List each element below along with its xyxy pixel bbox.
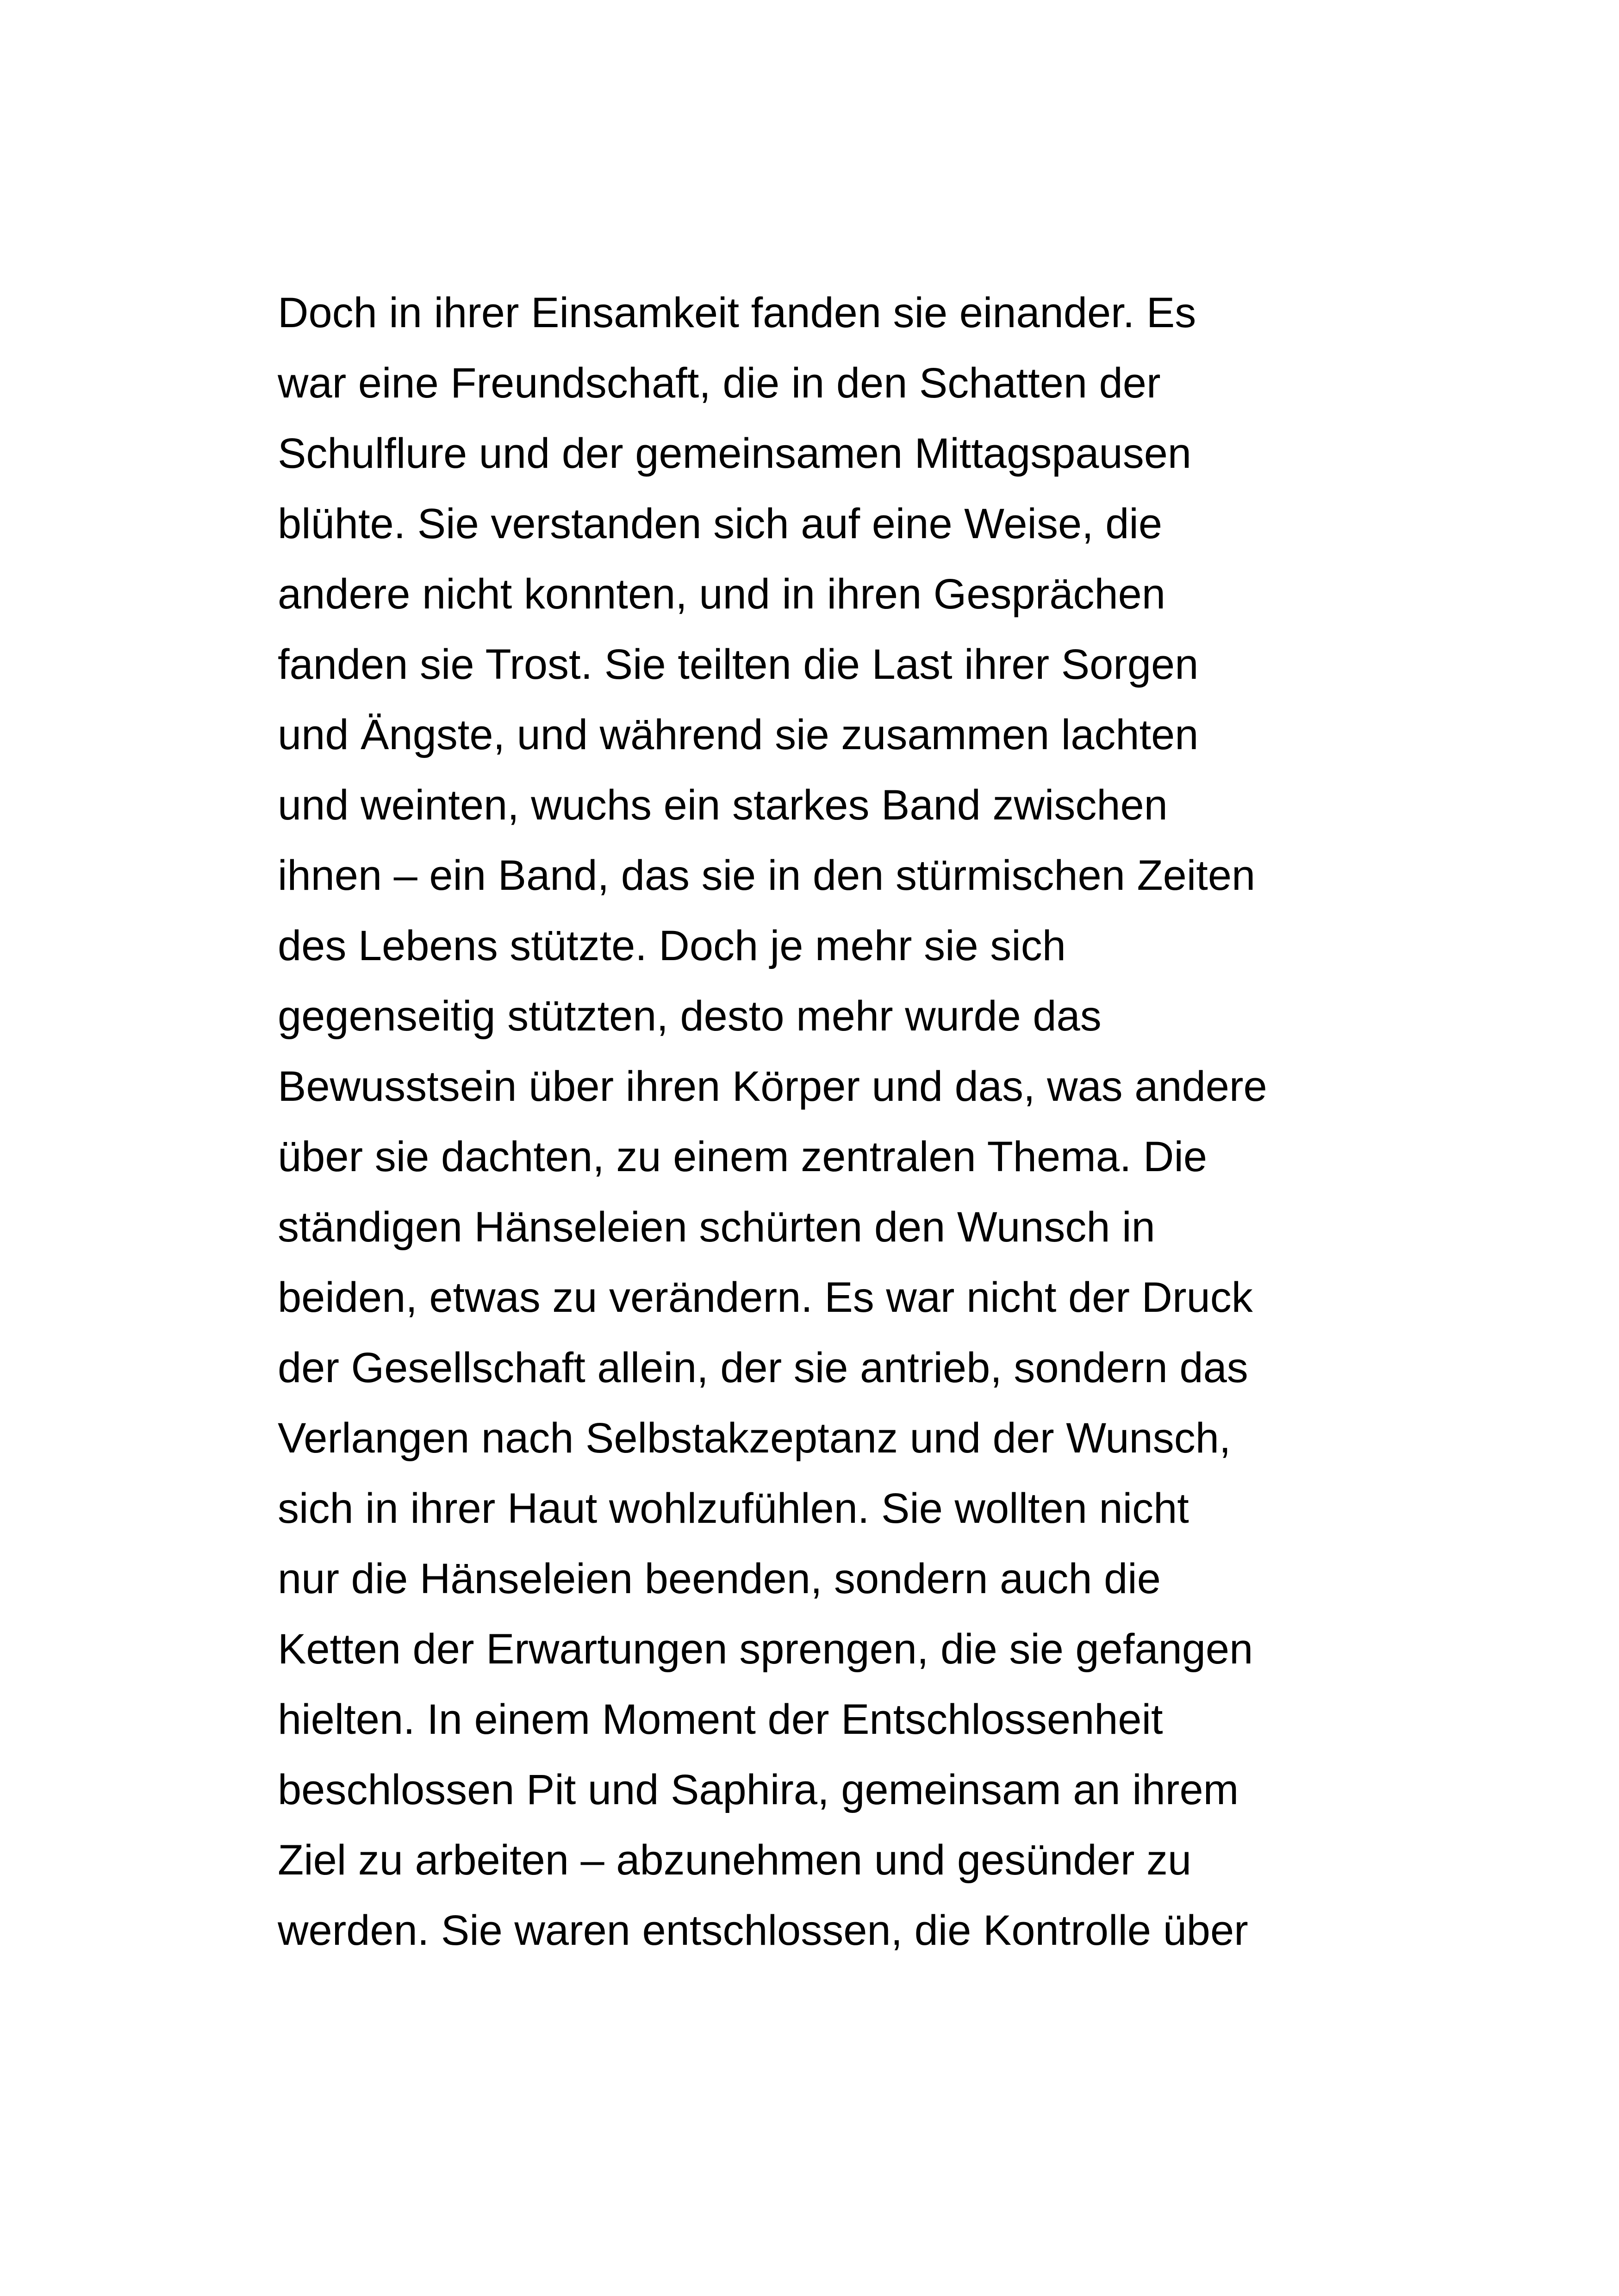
text-line: war eine Freundschaft, die in den Schatten der bbox=[278, 360, 1161, 407]
text-line: Ziel zu arbeiten – abzunehmen und gesünder zu bbox=[278, 1837, 1192, 1884]
text-line: der Gesellschaft allein, der sie antrieb, sondern das bbox=[278, 1344, 1248, 1391]
text-line: und weinten, wuchs ein starkes Band zwischen bbox=[278, 782, 1168, 829]
text-line: Verlangen nach Selbstakzeptanz und der Wunsch, bbox=[278, 1415, 1231, 1462]
text-line: und Ängste, und während sie zusammen lachten bbox=[278, 711, 1199, 758]
text-line: ständigen Hänseleien schürten den Wunsch in bbox=[278, 1204, 1155, 1251]
text-line: des Lebens stützte. Doch je mehr sie sich bbox=[278, 922, 1066, 969]
body-text bbox=[278, 278, 1389, 1966]
text-line: ihnen – ein Band, das sie in den stürmischen Zeiten bbox=[278, 852, 1256, 899]
text-line: fanden sie Trost. Sie teilten die Last ihrer Sorgen bbox=[278, 641, 1199, 688]
text-line: sich in ihrer Haut wohlzufühlen. Sie wollten nicht bbox=[278, 1485, 1189, 1532]
text-line: blühte. Sie verstanden sich auf eine Weise, die bbox=[278, 500, 1163, 547]
text-line: andere nicht konnten, und in ihren Gesprächen bbox=[278, 571, 1165, 618]
text-line: Doch in ihrer Einsamkeit fanden sie einander. Es bbox=[278, 289, 1196, 336]
text-line: beschlossen Pit und Saphira, gemeinsam an ihrem bbox=[278, 1766, 1239, 1813]
text-line: hielten. In einem Moment der Entschlossenheit bbox=[278, 1696, 1163, 1743]
text-line: werden. Sie waren entschlossen, die Kontrolle über bbox=[278, 1907, 1248, 1954]
text-line: nur die Hänseleien beenden, sondern auch die bbox=[278, 1555, 1161, 1602]
text-line: Ketten der Erwartungen sprengen, die sie gefangen bbox=[278, 1626, 1253, 1673]
text-line: Schulflure und der gemeinsamen Mittagspausen bbox=[278, 430, 1192, 477]
text-line: Bewusstsein über ihren Körper und das, was andere bbox=[278, 1063, 1267, 1110]
text-line: über sie dachten, zu einem zentralen Thema. Die bbox=[278, 1133, 1208, 1180]
text-line: gegenseitig stützten, desto mehr wurde das bbox=[278, 993, 1102, 1040]
text-line: beiden, etwas zu verändern. Es war nicht der Druck bbox=[278, 1274, 1253, 1321]
